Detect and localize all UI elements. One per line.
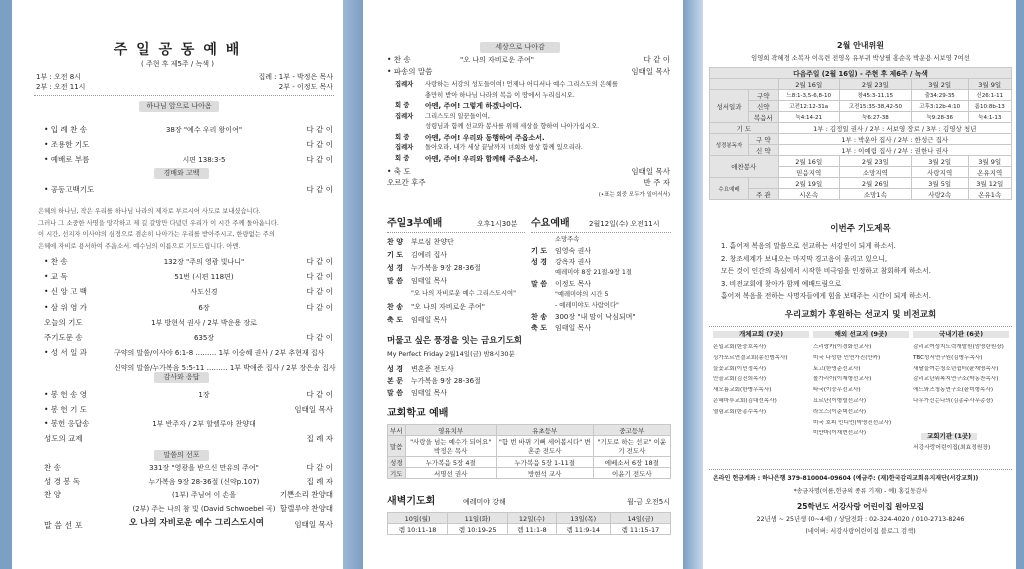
mission-item: 은일교회(한중호목사) <box>713 344 766 350</box>
sending-role: 집례자 <box>395 144 414 151</box>
item-who: 다 같 이 <box>306 155 333 164</box>
order-of-worship-panel <box>14 0 341 569</box>
row-key: 성 경 <box>531 258 547 266</box>
school-header: 부서 <box>388 425 406 436</box>
mission-header: 해외 선교지 (9곳) <box>813 331 909 338</box>
online-account: 온라인 헌금계좌 : 하나은행 379-810004-09604 (예금주: (재)한국감리교회유지재단(서강교회)) <box>713 475 979 482</box>
item-who: 임태일 목사 <box>631 167 670 176</box>
item-who: 다 같 이 <box>306 333 333 342</box>
mission-item: 나우가신는나의(김종주사무총장) <box>913 398 994 404</box>
row-value: - 예레미야도 사람이다" <box>555 302 619 309</box>
edu-title: 교회기관 (1곳) <box>921 433 977 440</box>
service-time-2: 2부 : 오전 11시 <box>36 83 86 91</box>
lectionary-cell: 고전15:35-38,42-50 <box>839 101 911 112</box>
reader-label: 성경봉독자 <box>710 134 749 156</box>
row-key: 본 문 <box>387 377 403 385</box>
section-sending: 세상으로 나아감 <box>480 42 560 53</box>
deacon-value: 온유지역 <box>968 167 1012 178</box>
row-value: 부르심 찬양단 <box>411 238 454 246</box>
divider <box>709 469 1012 470</box>
third-service-time: 오후1시30분 <box>477 220 518 228</box>
deacon-label: 애찬봉사 <box>710 156 779 178</box>
row-value: 소망주속 <box>555 236 580 243</box>
mission-title: 우리교회가 후원하는 선교지 및 비전교회 <box>784 310 937 320</box>
row-value: "오 나의 자비로운 주여" <box>411 303 485 311</box>
mission-item: 미얀마(이재현선교사) <box>813 430 866 437</box>
deacon-value: 소망지역 <box>839 167 911 178</box>
item-content: 사도신경 <box>190 288 218 297</box>
lectionary-cell: 신26:1-11 <box>968 90 1012 101</box>
row-value: 임태일 목사 <box>411 277 448 285</box>
row-value: 임태일 목사 <box>555 324 592 332</box>
item-who: 다 같 이 <box>306 463 333 472</box>
lectionary-date: 2월 16일 <box>778 79 839 90</box>
item-label: • 파송의 말씀 <box>387 67 433 76</box>
row-value: 강옥자 권사 <box>555 258 592 266</box>
item-label: • 삼 위 영 가 <box>44 302 87 312</box>
school-header: 유초등부 <box>496 425 593 436</box>
sermon-title: 오 나의 자비로운 예수 그리스도시여 <box>129 518 265 528</box>
lectionary-kind: 구약 <box>749 90 778 101</box>
lectionary-cell: 롬10:8b-13 <box>968 101 1012 112</box>
item-content: 누가복음 9장 28-36절 (신약p.107) <box>148 477 260 486</box>
item-who: 다 같 이 <box>306 287 333 297</box>
item-content: 시편 138:3-5 <box>182 156 226 164</box>
row-key: 말 씀 <box>531 280 547 288</box>
school-cell: 서명선 권사 <box>405 468 496 479</box>
deacon-value: 믿음지역 <box>778 167 839 178</box>
prayer-item: 3. 비전교회에 찾아가 함께 예배드림으로 <box>721 279 842 288</box>
lectionary-cell: 눅9:28-36 <box>911 112 968 123</box>
confession-who: 다 같 이 <box>306 185 333 194</box>
mission-header: 개체교회 (7곳) <box>713 331 809 338</box>
sending-line: 아멘, 주여! 그렇게 하겠나이다. <box>425 102 522 110</box>
confession-line: 은혜에 자비로 용서하여 주옵소서. 예수님의 이름으로 기도드립니다. 아멘. <box>38 242 241 250</box>
school-header: 중고등부 <box>593 425 670 436</box>
sending-line: 사랑하는 서강의 성도들이여! 언제나 어디서나 예수 그리스도의 은혜를 <box>425 81 618 88</box>
school-row-label: 성경 <box>388 457 406 468</box>
item-who: 반 주 자 <box>643 178 670 187</box>
third-service-title: 주일3부예배 <box>387 218 443 229</box>
reader-ot-label: 구 약 <box>749 134 778 145</box>
deacon-date: 2월 16일 <box>778 156 839 167</box>
item-content: 132장 "주의 영광 빛나니" <box>163 258 245 266</box>
school-row <box>388 457 671 468</box>
sending-line: 아멘, 주여! 우리와 동행하여 주옵소서. <box>425 133 545 142</box>
friday-title: 머물고 싶은 풍경을 잇는 금요기도회 <box>387 336 523 346</box>
mission-item: 볼가리아(이재형선교사) <box>813 376 872 383</box>
row-key: 기 도 <box>531 247 547 255</box>
lectionary-cell: 고전12:12-31a <box>778 101 839 112</box>
presider-1: 집례 : 1부 - 박정은 목사 <box>258 73 333 81</box>
lectionary-cell: 눅4:14-21 <box>778 112 839 123</box>
reader-nt-label: 신 약 <box>749 145 778 156</box>
item-who: 다 같 이 <box>306 302 333 312</box>
school-cell: "사랑을 넘는 예수가 되어요" 박정은 목사 <box>405 436 496 457</box>
divider <box>387 232 525 233</box>
church-school-table <box>387 424 671 479</box>
lectionary-table <box>709 67 1012 200</box>
mission-item: 토고(한영준선교사) <box>813 365 861 372</box>
sending-role: 회 중 <box>395 102 410 109</box>
sending-role: 집례자 <box>395 81 414 88</box>
mission-header: 국내기관 (6곳) <box>913 331 1009 338</box>
wed-serve-date: 2월 19일 <box>778 178 839 189</box>
row-value: 임태일 목사 <box>411 389 448 397</box>
sending-role: 집례자 <box>395 112 414 120</box>
deacon-value: 사랑지역 <box>911 167 968 178</box>
nursery-title: 25학년도 서강사랑 어린이집 원아모집 <box>797 502 924 511</box>
section-confession: 경배와 고백 <box>154 168 209 179</box>
nursery-blog: (네이버: 서강사랑어린이집 블로그 검색) <box>805 528 916 535</box>
dawn-text: 렘 11:15-17 <box>610 524 670 535</box>
sermon-label: 말 씀 선 포 <box>44 521 83 530</box>
next-sunday: 다음주일 (2월 16일) - 주현 후 제6주 / 녹색 <box>710 68 1012 79</box>
row-value: 300장 "내 맘이 낙심되며" <box>555 313 636 321</box>
deacon-date: 3월 9일 <box>968 156 1012 167</box>
item-label: 오늘의 기도 <box>44 317 83 327</box>
row-value: 이정도 목사 <box>555 280 592 288</box>
item-content: 구약의 말씀/이사야 6:1-8 ……… 1부 이승혜 권사 / 2부 추현재 집사 <box>114 349 325 358</box>
deacon-date: 2월 23일 <box>839 156 911 167</box>
info-panel <box>705 0 1016 569</box>
item-label: 주기도문 송 <box>44 333 83 342</box>
prayer-item: 모든 것이 인간의 욕심에서 시작한 비극임을 인정하고 참회하게 하소서. <box>721 267 931 275</box>
sending-line: 그리스도의 일꾼들이여, <box>425 112 490 120</box>
item-label: • 교 독 <box>44 272 68 282</box>
wed-serve-value: 시온속 <box>778 189 839 200</box>
sending-role: 회 중 <box>395 154 410 162</box>
lectionary-row <box>710 112 1012 123</box>
row-key: 찬 양 <box>387 238 403 246</box>
online-note: *송금자명(이름,헌금의 종류 기재) - 예) 홍길동감사 <box>793 488 928 495</box>
item-label: • 예배로 부름 <box>44 155 90 164</box>
item-content: 6장 <box>198 303 210 312</box>
lectionary-row <box>710 101 1012 112</box>
wednesday-time: 2월12일(수) 오전11시 <box>589 220 660 228</box>
mission-item: 스리랑카(이경화선교사) <box>813 344 872 350</box>
mission-item: 감리교단위복지연구소(박동찬목사) <box>913 376 999 383</box>
lectionary-row <box>710 90 1012 101</box>
wed-serve-sub: 주 관 <box>749 189 778 200</box>
wed-serve-value: 사랑2속 <box>911 189 968 200</box>
school-cell: 에베소서 6장 18절 <box>593 457 670 468</box>
school-row-label: 말씀 <box>388 436 406 457</box>
school-header: 영유치부 <box>405 425 496 436</box>
prayer-label: 기 도 <box>710 123 779 134</box>
mission-item: 미국 호피 인디언(박영진선교사) <box>813 419 892 426</box>
sending-role: 회 중 <box>395 133 410 141</box>
row-value: 누가복음 9장 28-36절 <box>411 264 481 272</box>
confession-line: 은혜의 하나님, 작은 우리를 하나님 나라의 제자로 부르시어 사도로 보내셨습니다. <box>38 208 261 215</box>
right-edge-strip <box>1016 0 1024 569</box>
friday-sub: My Perfect Friday 2월14일(금) 밤8시30분 <box>387 350 515 358</box>
worship-subtitle: ( 주현 후 제5주 / 녹색 ) <box>141 60 214 68</box>
lectionary-date: 2월 23일 <box>839 79 911 90</box>
dawn-table <box>387 512 671 535</box>
deacon-date: 3월 2일 <box>911 156 968 167</box>
divider <box>531 232 671 233</box>
reader-nt: 1부 : 이예림 집사 / 2부 : 권한나 권사 <box>778 145 1011 156</box>
row-key: 성 경 <box>387 264 403 272</box>
section-word: 말씀의 선포 <box>154 450 209 461</box>
item-content: 1장 <box>198 391 210 399</box>
worship-title: 주 일 공 동 예 배 <box>113 42 242 58</box>
events-panel <box>365 0 678 569</box>
dawn-day: 11일(화) <box>448 513 508 524</box>
item-who: 집 례 자 <box>306 433 333 443</box>
mission-item: 새오름교회(한병우목사) <box>713 387 772 394</box>
item-who: 다 같 이 <box>306 140 333 149</box>
item-who: 집 례 자 <box>306 476 333 486</box>
lectionary-date: 3월 9일 <box>968 79 1012 90</box>
lectionary-cell: 느8:1-3,5-6,8-10 <box>778 90 839 101</box>
section-approach: 하나님 앞으로 나아옴 <box>139 101 219 112</box>
row-key: 말 씀 <box>387 277 403 285</box>
wed-serve-empty <box>749 178 778 189</box>
row-value: 예레미야 8장 21절-9장 1절 <box>555 269 632 276</box>
school-cell: 누가복음 5장 4절 <box>405 457 496 468</box>
sermon-preacher: 임태일 목사 <box>294 520 333 529</box>
confession-line: 그러나 그 소중한 사명을 망각하고 제 길 갈망만 다녔던 우리가 이 시간 주께 돌아옵니다. <box>38 219 279 227</box>
mission-item: 들꽃교회(이민정목사) <box>713 365 766 372</box>
dawn-text: 렘 11:1-8 <box>508 524 556 535</box>
divider <box>709 326 1012 327</box>
divider <box>34 95 334 96</box>
item-content: 1부 방현석 권사 / 2부 박운용 장로 <box>151 318 257 327</box>
dawn-day: 10일(월) <box>388 513 448 524</box>
reader-ot: 1부 : 박운아 집사 / 2부 : 한성근 집사 <box>778 134 1011 145</box>
mission-item: 요르단(이형렬선교사) <box>813 398 866 404</box>
row-value: 변혼준 전도사 <box>411 365 454 373</box>
item-who: 다 같 이 <box>306 390 333 399</box>
item-content: 331장 "영광을 받으신 만유의 주여" <box>149 464 259 472</box>
lectionary-kind: 신약 <box>749 101 778 112</box>
dawn-sub: 예레미야 강해 <box>463 498 506 506</box>
mission-item: 타국(이승우선교사) <box>813 387 861 394</box>
item-content: 635장 <box>193 334 215 342</box>
item-label: 찬 양 <box>44 490 61 499</box>
dawn-title: 새벽기도회 <box>387 496 436 507</box>
row-value: "예레미야의 시간 5 <box>555 291 609 298</box>
mission-item: 감리교여성지도력개발원(엄영란원장) <box>913 344 1004 350</box>
school-cell: "함 번 바뀌 기뻐 세어봅시다" 변혼준 전도사 <box>496 436 593 457</box>
row-key: 축 도 <box>531 324 547 332</box>
item-label: 성도의 교제 <box>44 433 83 443</box>
sending-line: 성령님과 함께 선교와 봉사를 위해 세상을 향하여 나아가십시오. <box>425 123 600 130</box>
item-label: • 찬 송 <box>44 257 68 266</box>
prayer-item: 1. 흩어져 복음의 말씀으로 선교하는 서강인이 되게 하소서. <box>721 242 896 250</box>
service-time-1: 1부 : 오전 8시 <box>36 73 81 81</box>
confession-line: 이 시간, 선지자 이사야의 심정으로 겸손히 나아가는 우리를 받아주시고, 한량없는 주의 <box>38 231 275 238</box>
prayer-item: 흩어져 복음을 전하는 사명자들에게 힘을 보태주는 시간이 되게 하소서. <box>721 292 931 300</box>
item-content: 1부 반주자 / 2부 할렐루야 찬양대 <box>152 420 256 428</box>
dawn-text: 렘 11:9-14 <box>556 524 610 535</box>
item-content: (2부) 주는 나의 참 빛 (David Schwoebel 곡) <box>132 504 276 513</box>
edu-item: 서강사랑어린이집(최효정원장) <box>913 445 991 451</box>
wednesday-title: 수요예배 <box>531 218 570 229</box>
dawn-text: 렘 10:19-25 <box>448 524 508 535</box>
row-key: 찬 송 <box>531 313 547 321</box>
item-who: 임태일 목사 <box>294 404 333 414</box>
item-label: • 신 앙 고 백 <box>44 287 87 297</box>
lectionary-cell: 고후3:12b-4:10 <box>911 101 968 112</box>
school-row <box>388 468 671 479</box>
left-edge-strip <box>0 0 12 569</box>
mission-item: 은혜마루교회(김대선목사) <box>713 398 777 404</box>
lectionary-group: 성서일과 <box>710 90 749 123</box>
mission-item: 에드와즈청동연구소(윤미형목사) <box>913 387 994 394</box>
item-who: 다 같 이 <box>643 55 670 64</box>
item-label: 오르간 후주 <box>387 178 426 187</box>
mission-item: 싱가포르연결교회(송선범목사) <box>713 354 788 361</box>
row-key: 축 도 <box>387 316 403 324</box>
dawn-text: 렘 10:11-18 <box>388 524 448 535</box>
item-label: • 찬 송 <box>387 55 411 64</box>
mission-item: 안골교회(김진희목사) <box>713 376 766 383</box>
school-row-label: 기도 <box>388 468 406 479</box>
mission-item: 라오스(이준택선교사) <box>813 408 866 415</box>
item-label: • 봉 헌 송 영 <box>44 390 87 399</box>
wed-serve-value: 소망1속 <box>839 189 911 200</box>
item-content: 51번 (시편 118편) <box>174 273 234 282</box>
mission-item: 새날을여는청소년쉼터(윤재영목사) <box>913 365 999 372</box>
row-value: 임태일 목사 <box>411 316 448 324</box>
lectionary-corner <box>710 79 779 90</box>
prayer-item: 2. 창조세계가 보내오는 마지막 경고음이 울리고 있으니, <box>721 254 888 263</box>
committee-names: 임영희 곽혜경 소복자 이옥련 전영옥 유부귀 박상필 홍순옥 박운용 서보영 7여선 <box>751 55 970 62</box>
item-label: 성 경 봉 독 <box>44 476 81 486</box>
confession-label: • 공동고백기도 <box>44 185 95 194</box>
item-who: 다 같 이 <box>306 257 333 266</box>
school-row <box>388 436 671 457</box>
wed-serve-value: 온유1속 <box>968 189 1012 200</box>
dawn-day: 14일(금) <box>610 513 670 524</box>
item-content: 38장 "예수 우리 왕이여" <box>165 126 243 134</box>
fold-strip-2 <box>683 0 703 569</box>
mission-item: 미국 나성한 인연가진(안카) <box>813 354 881 361</box>
lectionary-cell: 눅6:27-38 <box>839 112 911 123</box>
fold-strip-1 <box>343 0 363 569</box>
row-value: 김예리 집사 <box>411 251 448 259</box>
row-key: 말 씀 <box>387 389 403 397</box>
item-content: (1부) 주님여 이 손을 <box>172 491 236 499</box>
row-key: 찬 송 <box>387 303 403 311</box>
item-who: 기쁜소리 찬양대 <box>279 490 333 499</box>
item-label: • 성 서 일 과 <box>44 348 87 358</box>
item-label: • 조용한 기도 <box>44 140 90 149</box>
sending-line: 충만히 받아 하나님 나라의 복음 이 땅에서 누리십시오. <box>425 91 575 99</box>
item-who: 다 같 이 <box>306 272 333 282</box>
mission-item: TBC성서연구원(김병두목사) <box>913 354 983 361</box>
item-label: 찬 송 <box>44 463 61 472</box>
section-thanks: 감사와 응답 <box>154 372 209 383</box>
mission-item: 열림교회(한종수목사) <box>713 408 766 415</box>
school-cell: 누가복음 5장 1-11절 <box>496 457 593 468</box>
item-who: 임태일 목사 <box>631 67 670 76</box>
item-content: 신약의 말씀/누가복음 5:5-11 ……… 1부 박애준 집사 / 2부 장은송 집사 <box>114 364 336 373</box>
prayer-value: 1부 : 김정일 권사 / 2부 : 서보영 장로 / 3부 : 김영상 청년 <box>778 123 1011 134</box>
lectionary-cell: 창45:3-11,15 <box>839 90 911 101</box>
wed-serve-date: 3월 5일 <box>911 178 968 189</box>
school-cell: 이윤기 전도사 <box>593 468 670 479</box>
sending-line: 아멘, 주여! 우리와 함께해 주옵소서. <box>425 154 538 163</box>
church-school-title: 교회학교 예배 <box>387 408 449 419</box>
lectionary-date: 3월 2일 <box>911 79 968 90</box>
row-key: 기 도 <box>387 251 403 259</box>
wed-serve-date: 3월 12일 <box>968 178 1012 189</box>
wed-serve-date: 2월 26일 <box>839 178 911 189</box>
lectionary-kind: 복음서 <box>749 112 778 123</box>
prayer-title: 이번주 기도제목 <box>830 224 891 234</box>
standing-note: (•표는 회중 모두가 일어서서) <box>598 192 670 198</box>
lectionary-cell: 눅4:1-13 <box>968 112 1012 123</box>
nursery-info: 22년생 ~ 25년생 (0~4세) / 상담전화 : 02-324-4020 / 010-2713-8246 <box>756 516 965 523</box>
item-who: 할렐루야 찬양대 <box>279 503 333 513</box>
item-label: • 축 도 <box>387 167 411 176</box>
wed-serve-label: 수요예배 <box>710 178 749 200</box>
item-label: • 봉헌 응답송 <box>44 419 90 428</box>
row-value: 임영숙 권사 <box>555 247 592 255</box>
lectionary-cell: 출34:29-35 <box>911 90 968 101</box>
item-content: "오 나의 자비로운 주여" <box>460 56 534 64</box>
dawn-day: 13일(목) <box>556 513 610 524</box>
item-label: • 입 례 찬 송 <box>44 125 87 134</box>
school-cell: 방현석 교사 <box>496 468 593 479</box>
dawn-time: 월-금 오전5시 <box>626 498 670 506</box>
row-value: "오 나의 자비로운 예수 그리스도시여" <box>411 290 517 297</box>
school-cell: "기도로 하는 선교" 이윤기 전도사 <box>593 436 670 457</box>
item-label: • 봉 헌 기 도 <box>44 404 87 414</box>
presider-2: 2부 - 이정도 목사 <box>278 83 333 91</box>
committee-title: 2월 안내위원 <box>837 41 884 50</box>
sending-line: 돌아오라, 내가 세상 끝날까지 너희와 항상 함께 있으리라. <box>425 144 583 151</box>
row-key: 성 경 <box>387 365 403 373</box>
item-who: 다 같 이 <box>306 125 333 134</box>
dawn-day: 12일(수) <box>508 513 556 524</box>
row-value: 누가복음 9장 28-36절 <box>411 377 481 385</box>
